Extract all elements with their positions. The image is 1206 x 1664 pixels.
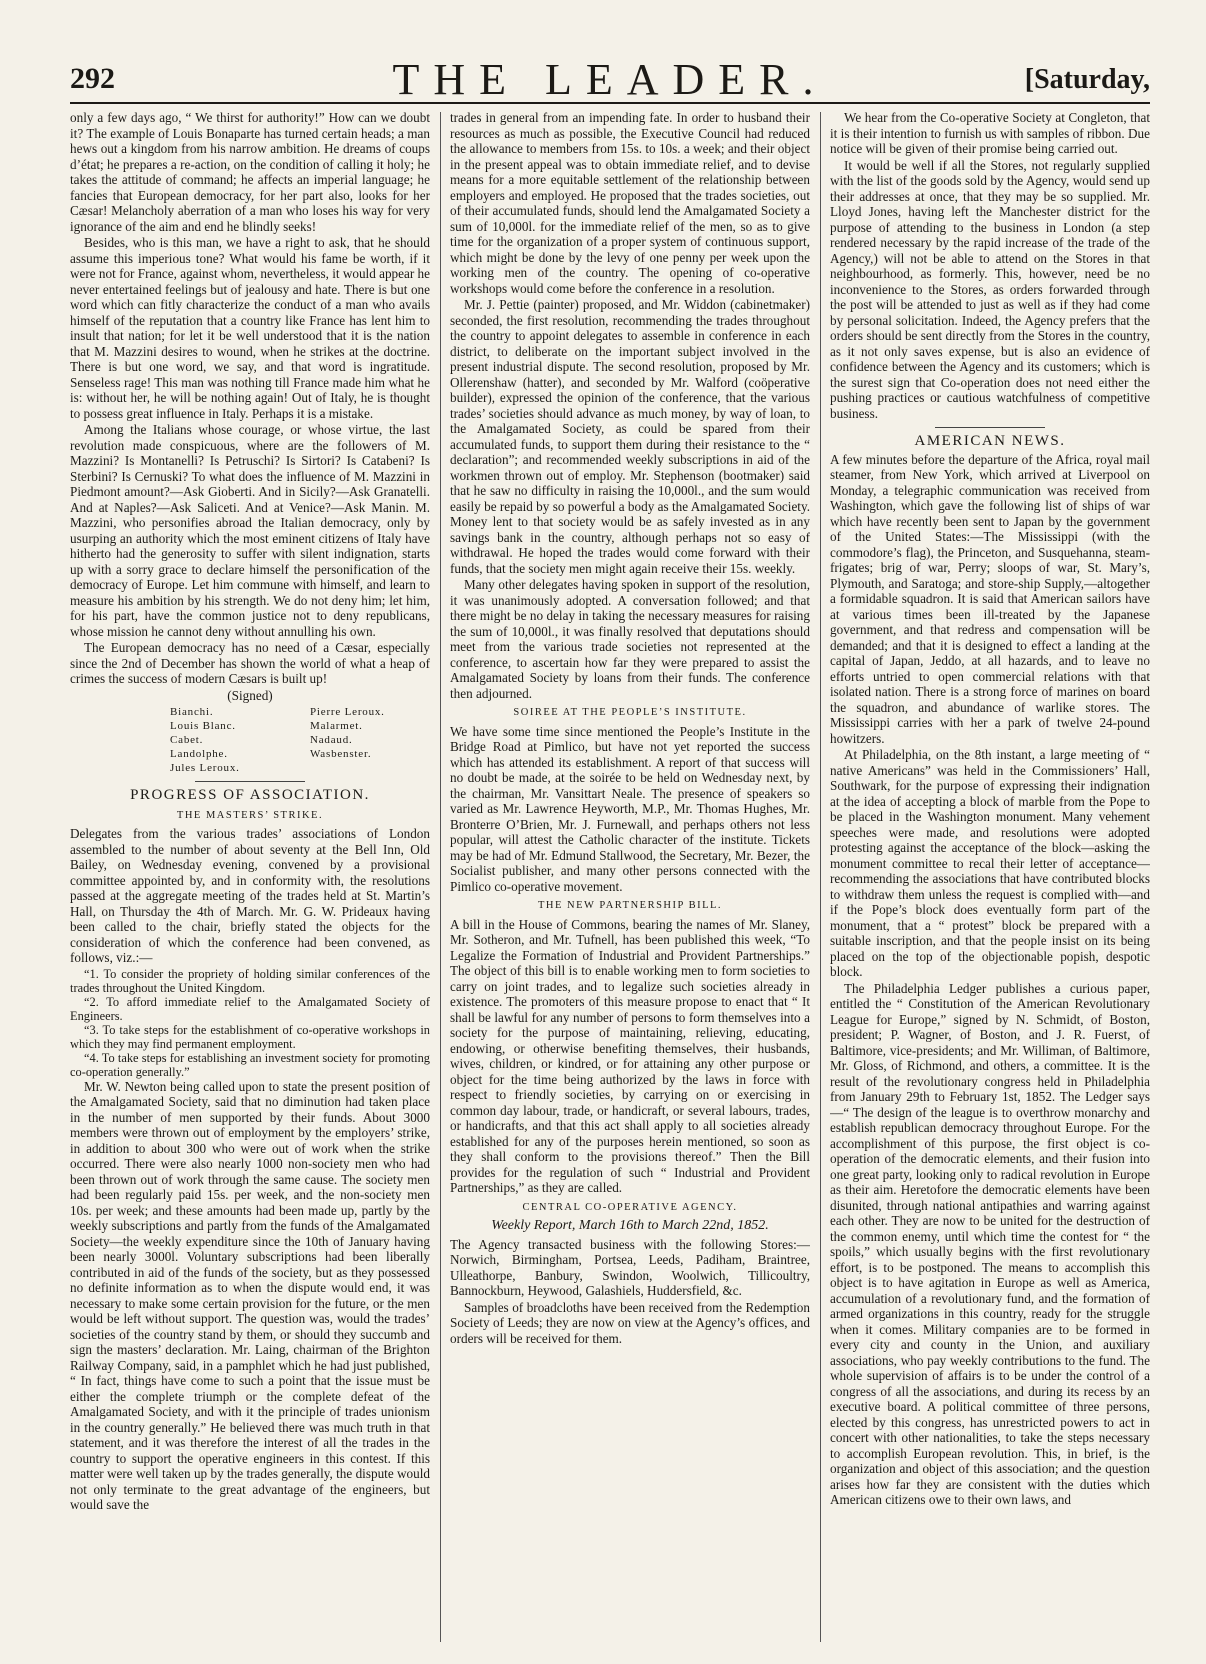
report-dateline: Weekly Report, March 16th to March 22nd, 1852. bbox=[491, 1218, 769, 1233]
signatory: Pierre Leroux. bbox=[310, 706, 385, 718]
page-number: 292 bbox=[70, 62, 115, 95]
paragraph: We have some time since mentioned the People’s Institute in the Bridge Road at Pimlico, but have not yet reported the success which has attended its establishment. A report of that success will no doubt be made, at the soirée to be held on Wednesday next, by the chairman, Mr. Vansittart Neale. The presence of speakers so varied as Mr. Lawrence Heyworth, M.P., Mr. Thomas Hughes, Mr. Bronterre O’Brien, Mr. J. Furnewall, and perhaps others not less popular, will attest the Catholic character of the institute. Tickets may be had of Mr. Edmund Stallwood, the Secretary, Mr. Bezer, the Socialist publisher, and many other persons connected with the Pimlico co-operative movement. bbox=[450, 723, 810, 894]
masthead bbox=[70, 52, 1150, 104]
column-2 bbox=[450, 110, 810, 1645]
list-item: “2. To afford immediate relief to the Amalgamated Society of Engineers. bbox=[70, 994, 430, 1023]
paragraph: only a few days ago, “ We thirst for authority!” How can we doubt it? The example of Louis Bonaparte has turned certain heads; a man hews out a kingdom from his narrow ambition. He dreams of coups d’état; he prepares a re-action, on the condition of calling it holy; he takes the attitude of command; he affects an imperial language; he fancies that European democracy, for her part also, looks for her Cæsar! Melancholy aberration of a man who loses his way for very ignorance of the aim and end he blindly seeks! bbox=[70, 110, 430, 234]
column-divider bbox=[820, 112, 821, 1642]
signed-label: (Signed) bbox=[227, 687, 273, 703]
paragraph: Among the Italians whose courage, or whose virtue, the last revolution made conspicuous, where are the followers of M. Mazzini? Is Montanelli? Is Petruschi? Is Sirtori? Is Catabeni? Is Sterbini? Is Cernuski? To what does the influence of M. Mazzini in Piedmont amount?—Ask Gioberti. And in Sicily?—Ask Granatelli. And at Naples?—Ask Saliceti. And at Venice?—Ask Manin. M. Mazzini, who personifies abroad the Italian democracy, only by usurping an authority which the most eminent citizens of Italy have hitherto had the generosity to suffer with silent indignation, starts up with a sorry grace to declare himself the personification of the democracy of Europe. Let him commune with himself, and learn to measure his ambition by his strength. We do not deny him; let him, for his part, have the common justice not to deny republicans, whose mission he cannot deny without annulling his own. bbox=[70, 422, 430, 639]
resolution-list bbox=[70, 967, 430, 1079]
newspaper-title: THE LEADER. bbox=[392, 55, 828, 104]
signatory: Malarmet. bbox=[310, 720, 363, 732]
list-item: “1. To consider the propriety of holding similar conferences of the trades throughout the United Kingdom. bbox=[70, 966, 430, 995]
signatory: Louis Blanc. bbox=[170, 720, 236, 732]
section-rule bbox=[195, 781, 305, 782]
paragraph: Mr. J. Pettie (painter) proposed, and Mr. Widdon (cabinetmaker) seconded, the first resolution, recommending the trades throughout the country to appoint delegates to assemble in conference in each district, to deliberate on the important subject involved in the present industrial dispute. The second resolution, proposed by Mr. Ollerenshaw (hatter), and seconded by Mr. Walford (coöperative builder), expressed the opinion of the conference, that the various trades’ societies should advance as much money, by way of loan, to the Amalgamated Society, as could be spared from their accumulated funds, to support them during their resistance to the “ declaration”; and recommended weekly subscriptions in aid of the workmen thrown out of employ. Mr. Stephenson (bootmaker) said that he saw no difficulty in raising the 10,000l., and the sum would easily be repaid by so powerful a body as the Amalgamated Society. Money lent to that society would be as safely invested as in any savings bank in the country, although perhaps not so easy of withdrawal. He hoped the trades would come forward with their funds, that the society men might again receive their 15s. weekly. bbox=[450, 297, 810, 576]
paragraph: The European democracy has no need of a Cæsar, especially since the 2nd of December has shown the world of what a heap of crimes the success of modern Cæsars is built up! bbox=[70, 640, 430, 686]
signatory: Cabet. bbox=[170, 734, 204, 746]
column-divider bbox=[440, 112, 441, 1642]
paragraph: A bill in the House of Commons, bearing the names of Mr. Slaney, Mr. Sotheron, and Mr. Tufnell, has been published this week, “To Legalize the Formation of Industrial and Provident Partnerships.” The object of this bill is to enable working men to form societies to carry on joint trades, and to legalize such societies already in existence. The promoters of this measure propose to enact that “ It shall be lawful for any number of persons to form themselves into a society for the purpose of maintaining, relieving, educating, endowing, or otherwise benefiting themselves, their husbands, wives, children, or kindred, or for attaining any other purpose or object for the time being authorized by the laws in force with respect to friendly societies, by carrying on or exercising in common day labour, trade, or handicraft, or several labours, trades, or handicrafts, and that this act shall apply to all societies already established for any of the purposes herein mentioned, so soon as they shall conform to the provisions thereof.” Then the Bill provides for the regulation of such “ Industrial and Provident Partnerships,” as they are called. bbox=[450, 916, 810, 1195]
signatory: Wasbenster. bbox=[310, 748, 372, 760]
section-heading: PROGRESS OF ASSOCIATION. bbox=[130, 787, 370, 803]
paragraph: A few minutes before the departure of the Africa, royal mail steamer, from New York, which arrived at Liverpool on Monday, a telegraphic communication was received from Washington, which gave the following list of ships of war which have recently been sent to Japan by the government of the United States:—The Mississippi (with the commodore’s flag), the Princeton, and Susquehanna, steam-frigates; brig of war, Perry; sloops of war, St. Mary’s, Plymouth, and Saratoga; and store-ship Supply,—altogether a formidable squadron. It is said that American sailors have at various times been ill-treated by the Japanese government, and that redress and compensation will be demanded; and that it is designed to effect a landing at the capital of Japan, Jeddo, at all hazards, and to leave no efforts untried to open commercial relations with that isolated nation. There is a strong force of marines on board the squadron, and abundance of warlike stores. The Mississippi carries with her a park of twelve 24-pound howitzers. bbox=[830, 451, 1150, 746]
list-item: “4. To take steps for establishing an investment society for promoting co-operation generally.” bbox=[70, 1050, 430, 1079]
section-rule bbox=[935, 427, 1045, 428]
paragraph: Mr. W. Newton being called upon to state the present position of the Amalgamated Society, said that no diminution had taken place in the number of men supported by their funds. About 3000 members were thrown out of employment by the employers’ strike, in addition to about 300 who were out of work when the strike occurred. There were also nearly 1000 non-society men who had been thrown out of work through the same cause. The society men had been regularly paid 15s. per week, and the non-society men 10s. per week; and these amounts had been made up, partly by the weekly subscriptions and partly from the funds of the Amalgamated Society—the weekly expenditure since the 10th of January having been nearly 3000l. Voluntary subscriptions had been liberally contributed in aid of the funds of the society, but as they possessed no definite information as to when the dispute would end, it was necessary to make some certain provision for the future, or the men would be left without support. The question was, would the trades’ societies of the country stand by them, or should they succumb and sign the masters’ declaration. Mr. Laing, chairman of the Brighton Railway Company, said, in a pamphlet which he had just published, “ In fact, things have come to such a point that the issue must be either the complete triumph or the complete defeat of the Amalgamated Society, and with it the principle of trades unionism in the country generally.” He believed there was much truth in that statement, and it was therefore the interest of all the trades in the country to support the operative engineers in this contest. If this matter were well taken up by the trades generally, the dispute would not only terminate to the great advantage of the engineers, but would save the bbox=[70, 1078, 430, 1512]
masthead-rule bbox=[70, 102, 1150, 104]
paragraph: The Agency transacted business with the following Stores:—Norwich, Birmingham, Portsea, Leeds, Padiham, Braintree, Ulleathorpe, Banbury, Swindon, Woolwich, Tillicoultry, Bannockburn, Heywood, Galashiels, Huddersfield, &c. bbox=[450, 1236, 810, 1298]
subsection-heading: SOIREE AT THE PEOPLE’S INSTITUTE. bbox=[513, 707, 747, 718]
paragraph: Samples of broadcloths have been received from the Redemption Society of Leeds; they are now on view at the Agency’s offices, and orders will be received for them. bbox=[450, 1299, 810, 1346]
paragraph: trades in general from an impending fate. In order to husband their resources as much as possible, the Executive Council had reduced the allowance to members from 15s. to 10s. a week; and their object in the present appeal was to obtain immediate relief, and to devise means for a more equitable settlement of the relationship between employers and employed. He proposed that the trades societies, out of their accumulated funds, should lend the Amalgamated Society a sum of 10,000l. for the immediate relief of the men, so as to give time for the organization of a proper system of continuous support, which might be done by the levy of one penny per week upon the working men of the country. The opening of co-operative workshops would come before the conference in a resolution. bbox=[450, 110, 810, 296]
paragraph: Delegates from the various trades’ associations of London assembled to the number of about seventy at the Bell Inn, Old Bailey, on Wednesday evening, convened by a provisional committee appointed by, and in conformity with, the resolutions passed at the aggregate meeting of the trades held at St. Martin’s Hall, on Thursday the 4th of March. Mr. G. W. Prideaux having been called to the chair, briefly stated the objects for the consideration of which the conference had been convened, as follows, viz.:— bbox=[70, 826, 430, 965]
subsection-heading: CENTRAL CO-OPERATIVE AGENCY. bbox=[522, 1201, 738, 1213]
signatory: Landolphe. bbox=[170, 748, 228, 760]
paragraph: Besides, who is this man, we have a right to ask, that he should assume this imperious tone? What would his fame be worth, if it were not for France, against whom, nevertheless, it would appear he never entertained feelings but of jealousy and hate. There is but one word which can fitly characterize the conduct of a man who avails himself of the reputation that a country like France has lent him to insult that nation; for let it be well understood that it is the nation that M. Mazzini desires to wound, when he strikes at the doctrine. There is but one word, we say, and that word is ingratitude. Senseless rage! This man was nothing till France made him what he is: without her, he will be nothing again! Out of Italy, he is thought to possess great influence in Italy. Perhaps it is a mistake. bbox=[70, 235, 430, 421]
paragraph: It would be well if all the Stores, not regularly supplied with the list of the goods sold by the Agency, would send up their addresses at once, that they may be so supplied. Mr. Lloyd Jones, having left the Manchester district for the purpose of attending to the business in London (a step rendered necessary by the rapid increase of the trade of the Agency,) will not be able to attend on the Stores in that neighbourhood, as formerly. This, however, need be no inconvenience to the Stores, as orders forwarded through the post will be attended to just as well as if they had come by personal solicitation. Indeed, the Agency prefers that the orders should be sent directly from the Stores in the country, as it not only saves expense, but is also an evidence of confidence between the Agency and its customers; which is the surest sign that Co-operation does not need either the pushing practices or cautious watchfulness of competitive business. bbox=[830, 157, 1150, 421]
signatory: Bianchi. bbox=[170, 706, 214, 718]
subsection-heading: THE NEW PARTNERSHIP BILL. bbox=[537, 900, 723, 911]
subsection-heading: THE MASTERS’ STRIKE. bbox=[176, 809, 324, 821]
paragraph: We hear from the Co-operative Society at Congleton, that it is their intention to furnish us with samples of ribbon. Due notice will be given of their promise being carried out. bbox=[830, 110, 1150, 156]
list-item: “3. To take steps for the establishment of co-operative workshops in which they may find permanent employment. bbox=[70, 1022, 430, 1051]
column-3 bbox=[830, 110, 1150, 1645]
signatory: Nadaud. bbox=[310, 734, 353, 746]
column-1 bbox=[70, 110, 430, 1645]
paragraph: Many other delegates having spoken in support of the resolution, it was unanimously adopted. A conversation followed; and that there might be no delay in taking the necessary measures for raising the sum of 10,000l., it was finally resolved that deputations should meet from the various trade societies not represented at the conference, to ascertain how far they were prepared to assist the Amalgamated Society by loans from their funds. The conference then adjourned. bbox=[450, 577, 810, 701]
section-heading: AMERICAN NEWS. bbox=[914, 433, 1066, 449]
paragraph: At Philadelphia, on the 8th instant, a large meeting of “ native Americans” was held in the Commissioners’ Hall, Southwark, for the purpose of expressing their indignation at the idea of accepting a block of marble from the Pope to be placed in the Washington monument. Many vehement speeches were made, and resolutions were adopted protesting against the acceptance of the block—asking the monument committee to recal their letter of acceptance—recommending the associations that have contributed blocks to withdraw them unless the request is complied with—and if the Pope’s block does eventually form part of the monument, that a “ protest” block be prepared with a suitable inscription, and that the people insist on its being placed on the top of the objectionable popish, despotic block. bbox=[830, 747, 1150, 979]
signatory: Jules Leroux. bbox=[170, 762, 240, 774]
paragraph: The Philadelphia Ledger publishes a curious paper, entitled the “ Constitution of the American Revolutionary League for Europe,” signed by N. Schmidt, of Boston, president; P. Wagner, of Boston, and J. R. Fuerst, of Baltimore, vice-presidents; and Mr. Williman, of Baltimore, Mr. Gloss, of Richmond, and others, a committee. It is the result of the revolutionary congress held in Philadelphia from January 29th to February 1st, 1852. The Ledger says—“ The design of the league is to overthrow monarchy and establish republican democracy throughout Europe. For the accomplishment of this purpose, the first object is co-operation of the democratic elements, and their fusion into one great party, looking only to radical revolution in Europe as their aim. Heretofore the democratic elements have been disunited, through national antipathies and warring against each other. They are now to be united for the destruction of the common enemy, until which time the contest for “ the spoils,” which usually begins with the first revolutionary effort, is to be postponed. The means to accomplish this object is to have agitation in Europe as well as America, accumulation of a revolutionary fund, and the formation of armed organizations in this country, ready for the struggle when it comes. Military companies are to be formed in every city and county in the Union, and auxiliary associations, who pay weekly contributions to the fund. The whole supervision of affairs is to be under the control of a congress of all the associations, and during its recess by an executive board. A political committee of three persons, elected by this congress, has unrestricted powers to act in concert with other nationalities, to take the steps necessary to accomplish European revolution. This, in brief, is the organization and object of this association; and the question arises how far they are consistent with the duties which American citizens owe to their own laws, and bbox=[830, 980, 1150, 1507]
issue-day: [Saturday, bbox=[1024, 64, 1150, 95]
signatories bbox=[70, 705, 430, 775]
